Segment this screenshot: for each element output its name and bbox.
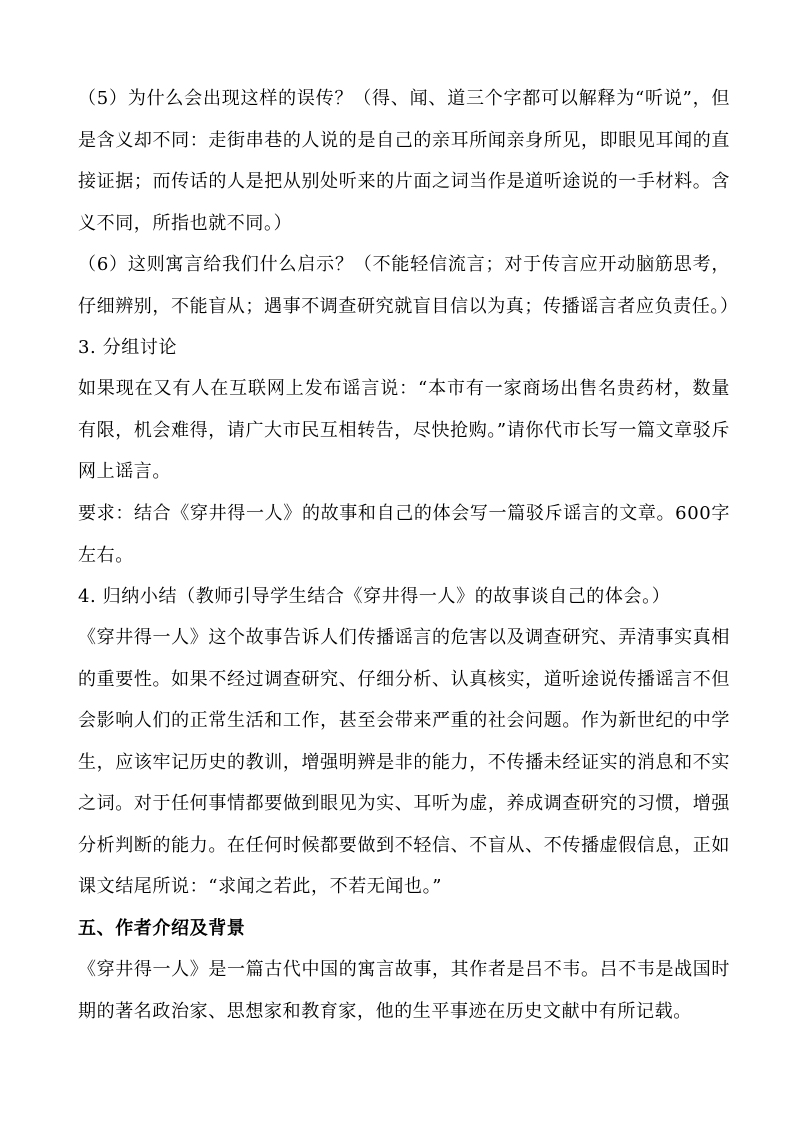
item-3-requirement: 要求：结合《穿井得一人》的故事和自己的体会写一篇驳斥谣言的文章。600字左右。	[78, 503, 730, 566]
author-background-paragraph: 《穿井得一人》是一篇古代中国的寓言故事，其作者是吕不韦。吕不韦是战国时期的著名政治家、思想家和教育家，他的生平事迹在历史文献中有所记载。	[78, 959, 730, 1022]
item-3-title: 3. 分组讨论	[78, 337, 178, 358]
section-5-heading: 五、作者介绍及背景	[78, 918, 246, 939]
item-4-body: 《穿井得一人》这个故事告诉人们传播谣言的危害以及调查研究、弄清事实真相的重要性。如果不经过调查研究、仔细分析、认真核实，道听途说传播谣言不但会影响人们的正常生活和工作，甚至会带来严重的社会问题。作为新世纪的中学生，应该牢记历史的教训，增强明辨是非的能力，不传播未经证实的消息和不实之词。对于任何事情都要做到眼见为实、耳听为虚，养成调查研究的习惯，增强分析判断的能力。在任何时候都要做到不轻信、不盲从、不传播虚假信息，正如课文结尾所说：“求闻之若此，不若无闻也。”	[78, 627, 730, 897]
question-5-paragraph: （5）为什么会出现这样的误传？（得、闻、道三个字都可以解释为“听说”，但是含义却不同：走街串巷的人说的是自己的亲耳所闻亲身所见，即眼见耳闻的直接证据；而传话的人是把从别处听来的片面之词当作是道听途说的一手材料。含义不同，所指也就不同。）	[78, 88, 730, 234]
item-3-body: 如果现在又有人在互联网上发布谣言说：“本市有一家商场出售名贵药材，数量有限，机会难得，请广大市民互相转告，尽快抢购。”请你代市长写一篇文章驳斥网上谣言。	[78, 378, 730, 482]
item-4-title: 4. 归纳小结（教师引导学生结合《穿井得一人》的故事谈自己的体会。）	[78, 586, 671, 607]
question-6-paragraph: （6）这则寓言给我们什么启示？（不能轻信流言；对于传言应开动脑筋思考，仔细辨别，不能盲从；遇事不调查研究就盲目信以为真；传播谣言者应负责任。）	[78, 254, 739, 317]
